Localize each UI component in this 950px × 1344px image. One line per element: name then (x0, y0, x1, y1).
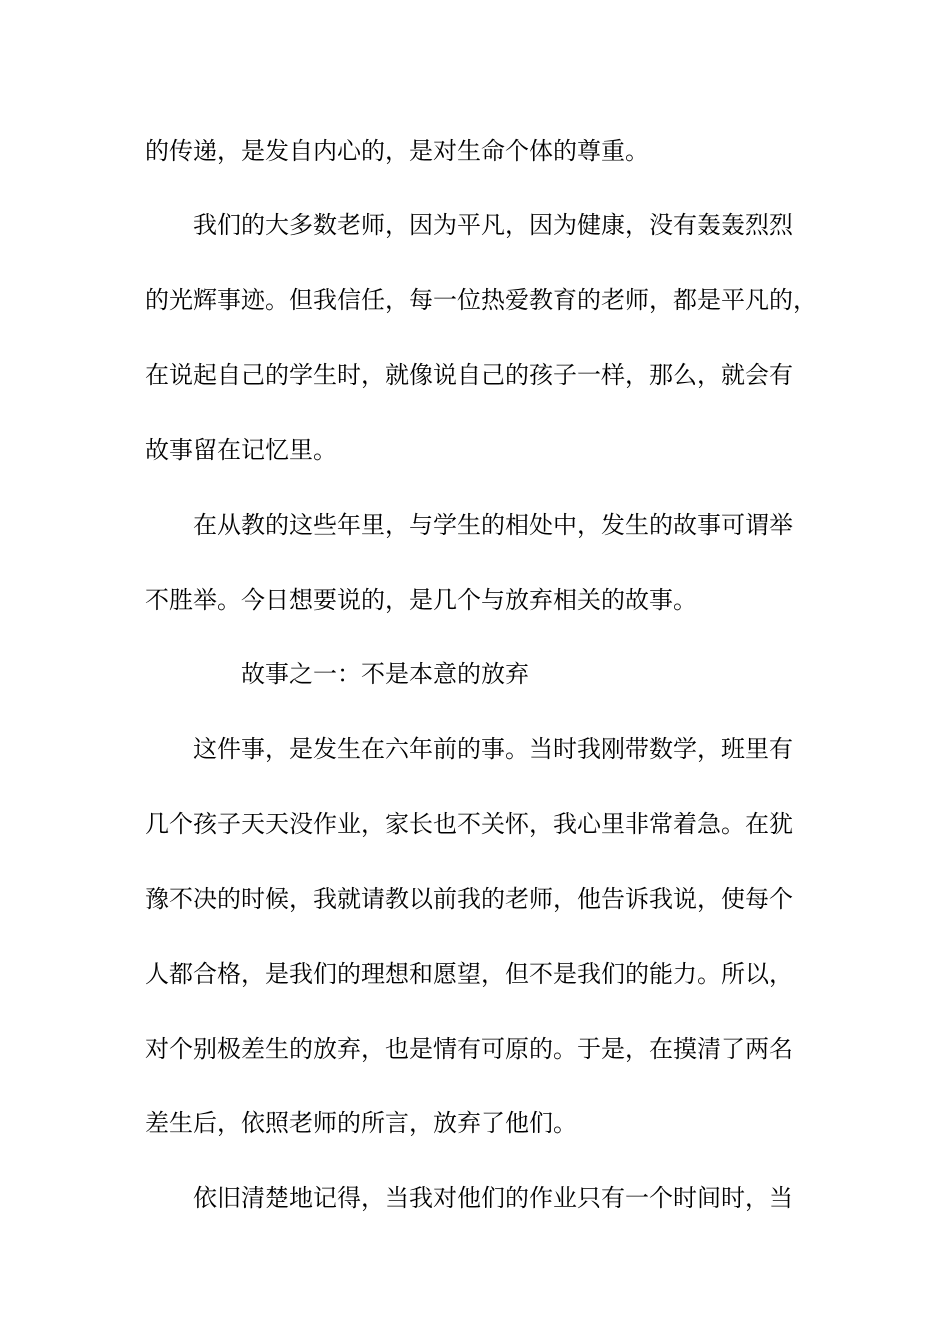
text-line: 的光辉事迹。但我信任，每一位热爱教育的老师，都是平凡的， (145, 286, 817, 314)
text-line: 几个孩子天天没作业，家长也不关怀，我心里非常着急。在犹 (145, 810, 793, 838)
text-line: 不胜举。今日想要说的，是几个与放弃相关的故事。 (145, 586, 697, 614)
text-line: 差生后，依照老师的所言，放弃了他们。 (145, 1109, 577, 1137)
text-line: 豫不决的时候，我就请教以前我的老师，他告诉我说，使每个 (145, 885, 793, 913)
text-line: 对个别极差生的放弃，也是情有可原的。于是，在摸清了两名 (145, 1035, 793, 1063)
text-line: 故事留在记忆里。 (145, 436, 337, 464)
paragraph-start-line: 这件事，是发生在六年前的事。当时我刚带数学，班里有 (193, 735, 793, 763)
text-line: 在说起自己的学生时，就像说自己的孩子一样，那么，就会有 (145, 361, 793, 389)
text-line: 人都合格，是我们的理想和愿望，但不是我们的能力。所以， (145, 960, 793, 988)
paragraph-start-line: 在从教的这些年里，与学生的相处中，发生的故事可谓举 (193, 511, 793, 539)
paragraph-start-line: 依旧清楚地记得，当我对他们的作业只有一个时间时，当 (193, 1184, 793, 1212)
text-line: 的传递，是发自内心的，是对生命个体的尊重。 (145, 137, 649, 165)
section-heading: 故事之一：不是本意的放弃 (241, 660, 529, 688)
paragraph-start-line: 我们的大多数老师，因为平凡，因为健康，没有轰轰烈烈 (193, 211, 793, 239)
